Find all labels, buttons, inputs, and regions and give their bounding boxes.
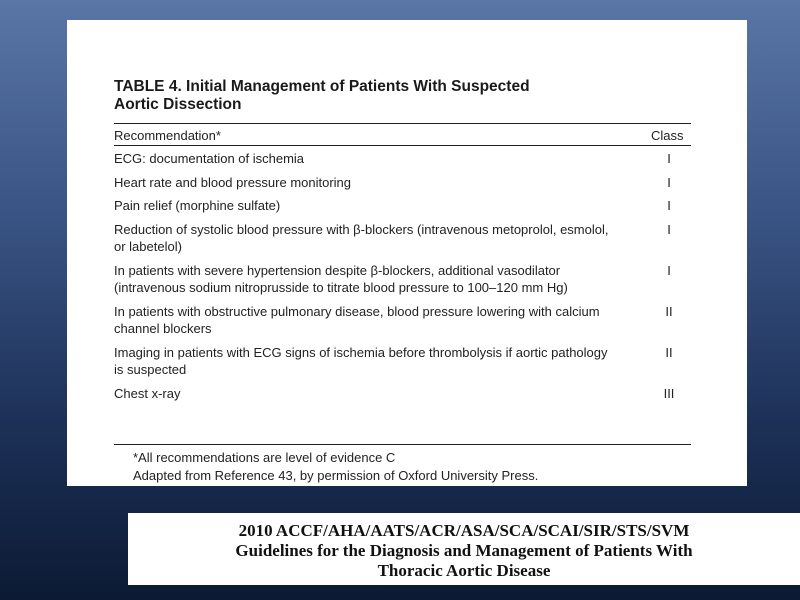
- recommendation-cell: Imaging in patients with ECG signs of ischemia before thrombolysis if aortic pathology is suspected: [114, 344, 608, 377]
- table-card: [67, 20, 747, 486]
- class-cell: I: [667, 198, 671, 213]
- footnote: Adapted from Reference 43, by permission of Oxford University Press.: [133, 468, 539, 483]
- table-bottom-rule: [114, 444, 691, 445]
- table-body: [114, 150, 691, 408]
- table-top-rule: [114, 123, 691, 124]
- class-cell: I: [667, 174, 671, 190]
- table-footnotes: [133, 449, 538, 485]
- recommendation-cell: Chest x-ray: [114, 385, 181, 401]
- table-row: [114, 344, 691, 379]
- class-cell: I: [667, 151, 671, 166]
- guideline-caption: 2010 ACCF/AHA/AATS/ACR/ASA/SCA/SCAI/SIR/STS/SVM Guidelines for the Diagnosis and Management of Patients With Thoracic Aortic Disease: [235, 521, 693, 580]
- recommendation-cell: Pain relief (morphine sulfate): [114, 198, 281, 213]
- class-cell: II: [665, 344, 673, 360]
- recommendation-cell: ECG: documentation of ischemia: [114, 151, 305, 166]
- recommendation-cell: Reduction of systolic blood pressure with β-blockers (intravenous metoprolol, esmolol, or labetelol): [114, 221, 609, 254]
- table-row: [114, 303, 691, 338]
- table-row: [114, 385, 691, 403]
- class-cell: I: [667, 262, 671, 278]
- class-cell: I: [667, 221, 671, 237]
- table-row: [114, 221, 691, 256]
- table-row: [114, 197, 691, 215]
- column-header-recommendation: Recommendation*: [114, 128, 221, 143]
- footnote: *All recommendations are level of evidence C: [133, 450, 396, 465]
- recommendation-cell: In patients with severe hypertension despite β-blockers, additional vasodilator (intravenous sodium nitroprusside to titrate blood pressure to 100–120 mm Hg): [114, 262, 568, 295]
- column-header-class: Class: [651, 128, 684, 143]
- recommendation-cell: Heart rate and blood pressure monitoring: [114, 174, 352, 190]
- table-row: [114, 150, 691, 168]
- recommendation-cell: In patients with obstructive pulmonary disease, blood pressure lowering with calcium channel blockers: [114, 303, 600, 336]
- class-cell: III: [663, 385, 675, 401]
- table-title: TABLE 4. Initial Management of Patients With Suspected Aortic Dissection: [114, 78, 530, 113]
- header-rule: [114, 145, 691, 146]
- table-row: [114, 262, 691, 297]
- table-row: [114, 174, 691, 192]
- class-cell: II: [665, 303, 673, 319]
- caption-box: [128, 513, 800, 585]
